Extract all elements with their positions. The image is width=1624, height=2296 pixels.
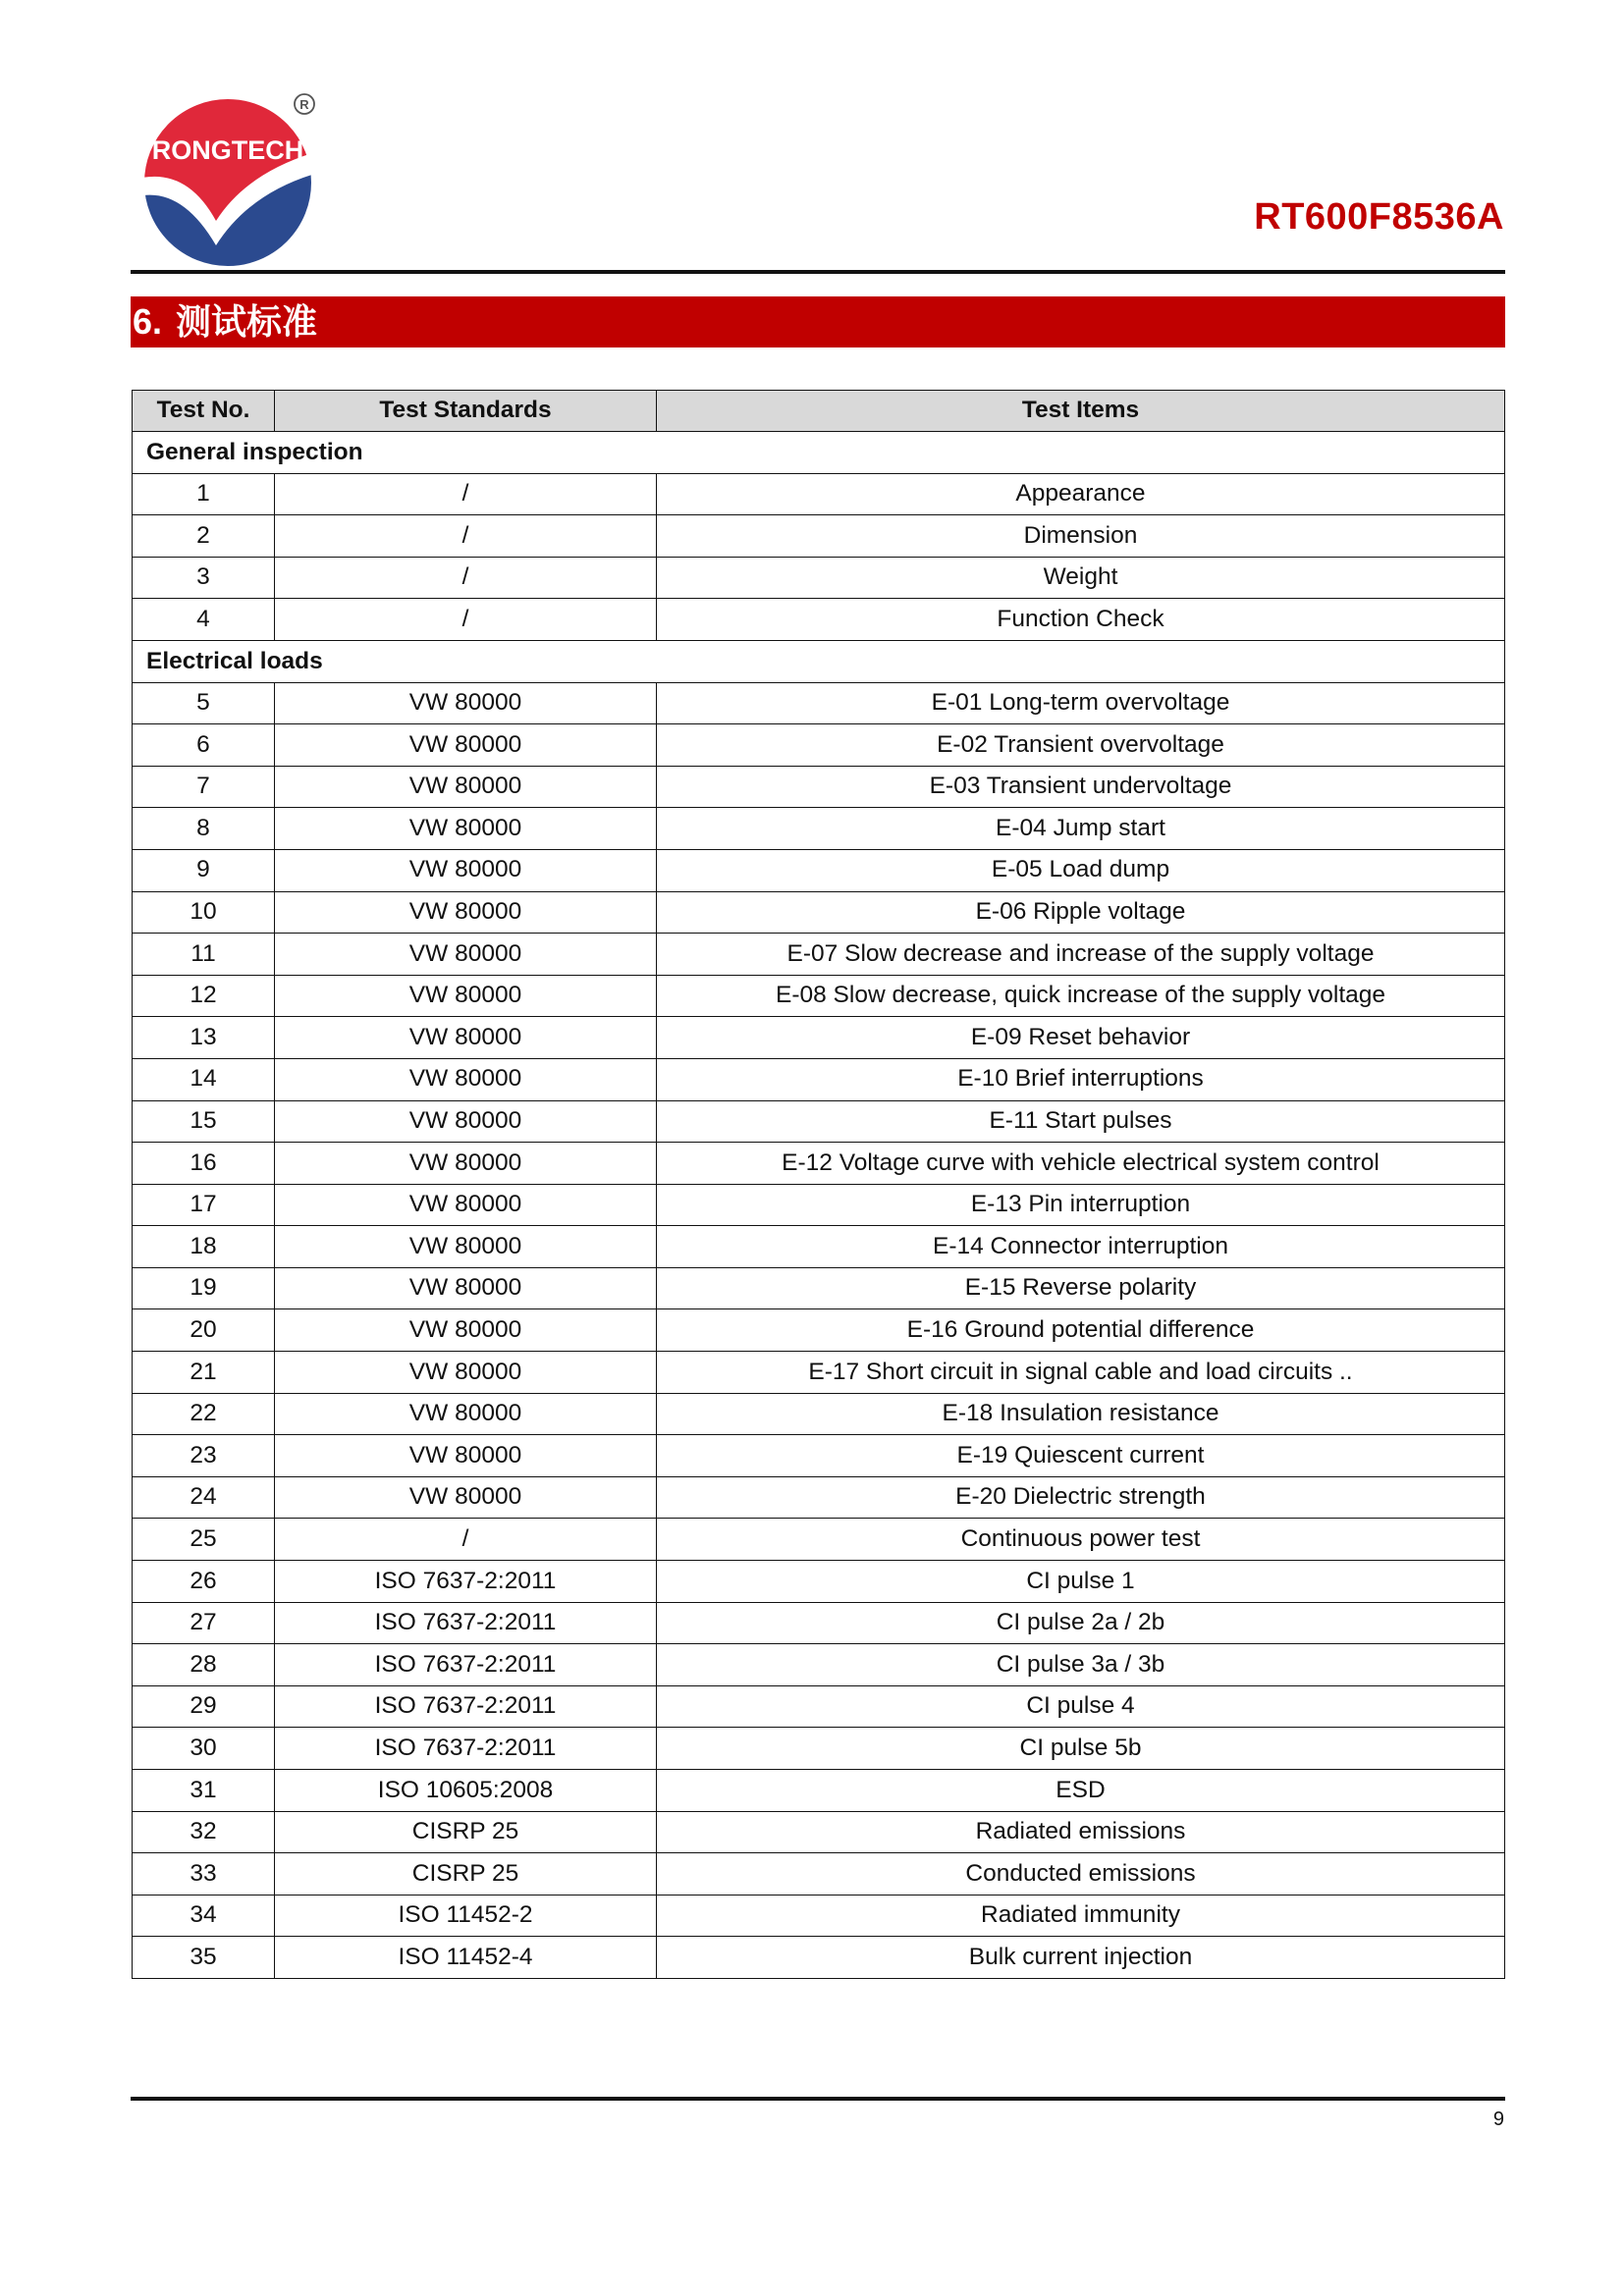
table-row xyxy=(133,1393,1505,1435)
cell-test-no: 9 xyxy=(133,849,275,891)
cell-test-no: 2 xyxy=(133,515,275,558)
cell-test-no: 4 xyxy=(133,599,275,641)
table-row xyxy=(133,1853,1505,1896)
cell-test-standard: VW 80000 xyxy=(275,1476,657,1519)
table-row xyxy=(133,1309,1505,1352)
cell-test-item: E-11 Start pulses xyxy=(657,1100,1505,1143)
cell-test-item: CI pulse 4 xyxy=(657,1685,1505,1728)
cell-test-no: 30 xyxy=(133,1728,275,1770)
table-row xyxy=(133,1058,1505,1100)
cell-test-standard: VW 80000 xyxy=(275,891,657,934)
cell-test-no: 24 xyxy=(133,1476,275,1519)
svg-text:RONGTECH: RONGTECH xyxy=(151,135,304,165)
table-row xyxy=(133,557,1505,599)
cell-test-item: E-15 Reverse polarity xyxy=(657,1267,1505,1309)
table-row xyxy=(133,1519,1505,1561)
section-title: 测试标准 xyxy=(176,301,318,342)
cell-test-item: E-07 Slow decrease and increase of the supply voltage xyxy=(657,934,1505,976)
cell-test-item: Conducted emissions xyxy=(657,1853,1505,1896)
table-header-row xyxy=(133,391,1505,432)
cell-test-no: 35 xyxy=(133,1937,275,1979)
table-row xyxy=(133,1017,1505,1059)
cell-test-standard: ISO 7637-2:2011 xyxy=(275,1728,657,1770)
table-row xyxy=(133,1143,1505,1185)
cell-test-standard: VW 80000 xyxy=(275,1226,657,1268)
cell-test-item: Bulk current injection xyxy=(657,1937,1505,1979)
cell-test-standard: VW 80000 xyxy=(275,849,657,891)
cell-test-item: E-17 Short circuit in signal cable and load circuits .. xyxy=(657,1352,1505,1394)
table-row xyxy=(133,1937,1505,1979)
cell-test-item: E-09 Reset behavior xyxy=(657,1017,1505,1059)
cell-test-standard: VW 80000 xyxy=(275,682,657,724)
table-row xyxy=(133,724,1505,767)
group-title: Electrical loads xyxy=(133,640,1505,682)
cell-test-no: 23 xyxy=(133,1435,275,1477)
cell-test-item: E-13 Pin interruption xyxy=(657,1184,1505,1226)
cell-test-standard: CISRP 25 xyxy=(275,1811,657,1853)
cell-test-item: CI pulse 1 xyxy=(657,1561,1505,1603)
cell-test-no: 26 xyxy=(133,1561,275,1603)
table-body xyxy=(133,432,1505,1979)
cell-test-no: 18 xyxy=(133,1226,275,1268)
cell-test-standard: VW 80000 xyxy=(275,1309,657,1352)
section-heading xyxy=(131,296,1505,347)
table-row xyxy=(133,1226,1505,1268)
cell-test-standard: VW 80000 xyxy=(275,808,657,850)
cell-test-standard: VW 80000 xyxy=(275,934,657,976)
cell-test-standard: / xyxy=(275,515,657,558)
cell-test-item: E-06 Ripple voltage xyxy=(657,891,1505,934)
group-row xyxy=(133,432,1505,474)
cell-test-item: E-02 Transient overvoltage xyxy=(657,724,1505,767)
cell-test-standard: ISO 7637-2:2011 xyxy=(275,1561,657,1603)
cell-test-standard: VW 80000 xyxy=(275,1267,657,1309)
cell-test-item: Appearance xyxy=(657,473,1505,515)
cell-test-no: 1 xyxy=(133,473,275,515)
cell-test-standard: / xyxy=(275,557,657,599)
cell-test-item: E-14 Connector interruption xyxy=(657,1226,1505,1268)
cell-test-no: 12 xyxy=(133,975,275,1017)
cell-test-item: E-03 Transient undervoltage xyxy=(657,766,1505,808)
table-row xyxy=(133,891,1505,934)
cell-test-item: E-05 Load dump xyxy=(657,849,1505,891)
cell-test-item: ESD xyxy=(657,1770,1505,1812)
cell-test-no: 25 xyxy=(133,1519,275,1561)
cell-test-standard: / xyxy=(275,599,657,641)
cell-test-standard: / xyxy=(275,1519,657,1561)
cell-test-standard: VW 80000 xyxy=(275,1393,657,1435)
cell-test-standard: ISO 7637-2:2011 xyxy=(275,1685,657,1728)
table-row xyxy=(133,1895,1505,1937)
cell-test-no: 21 xyxy=(133,1352,275,1394)
cell-test-item: E-04 Jump start xyxy=(657,808,1505,850)
column-header-test-items: Test Items xyxy=(657,391,1505,432)
cell-test-no: 31 xyxy=(133,1770,275,1812)
cell-test-no: 8 xyxy=(133,808,275,850)
cell-test-standard: VW 80000 xyxy=(275,1352,657,1394)
cell-test-item: E-20 Dielectric strength xyxy=(657,1476,1505,1519)
svg-text:R: R xyxy=(299,97,309,112)
table-row xyxy=(133,515,1505,558)
cell-test-no: 7 xyxy=(133,766,275,808)
group-row xyxy=(133,640,1505,682)
cell-test-item: CI pulse 2a / 2b xyxy=(657,1602,1505,1644)
cell-test-no: 17 xyxy=(133,1184,275,1226)
cell-test-item: Function Check xyxy=(657,599,1505,641)
cell-test-standard: VW 80000 xyxy=(275,975,657,1017)
cell-test-item: CI pulse 3a / 3b xyxy=(657,1644,1505,1686)
rongtech-logo xyxy=(137,88,334,275)
table-row xyxy=(133,682,1505,724)
cell-test-no: 6 xyxy=(133,724,275,767)
document-code: RT600F8536A xyxy=(1254,196,1504,238)
table-row xyxy=(133,1435,1505,1477)
cell-test-no: 11 xyxy=(133,934,275,976)
cell-test-no: 32 xyxy=(133,1811,275,1853)
cell-test-item: E-16 Ground potential difference xyxy=(657,1309,1505,1352)
page-number: 9 xyxy=(1492,2109,1504,2130)
cell-test-no: 34 xyxy=(133,1895,275,1937)
cell-test-standard: CISRP 25 xyxy=(275,1853,657,1896)
cell-test-item: E-18 Insulation resistance xyxy=(657,1393,1505,1435)
cell-test-standard: ISO 11452-2 xyxy=(275,1895,657,1937)
cell-test-item: CI pulse 5b xyxy=(657,1728,1505,1770)
table-row xyxy=(133,934,1505,976)
table-row xyxy=(133,1561,1505,1603)
cell-test-standard: VW 80000 xyxy=(275,1143,657,1185)
cell-test-standard: ISO 10605:2008 xyxy=(275,1770,657,1812)
cell-test-item: E-19 Quiescent current xyxy=(657,1435,1505,1477)
section-number: 6. xyxy=(133,301,163,342)
header-divider xyxy=(131,270,1505,274)
cell-test-no: 3 xyxy=(133,557,275,599)
cell-test-no: 28 xyxy=(133,1644,275,1686)
table-row xyxy=(133,1100,1505,1143)
cell-test-standard: VW 80000 xyxy=(275,724,657,767)
table-row xyxy=(133,1728,1505,1770)
table-row xyxy=(133,1602,1505,1644)
cell-test-no: 27 xyxy=(133,1602,275,1644)
column-header-test-no: Test No. xyxy=(133,391,275,432)
table-row xyxy=(133,1476,1505,1519)
cell-test-standard: ISO 11452-4 xyxy=(275,1937,657,1979)
cell-test-item: E-01 Long-term overvoltage xyxy=(657,682,1505,724)
cell-test-no: 10 xyxy=(133,891,275,934)
cell-test-standard: ISO 7637-2:2011 xyxy=(275,1644,657,1686)
test-standards-table xyxy=(132,390,1505,1979)
cell-test-no: 33 xyxy=(133,1853,275,1896)
cell-test-item: Continuous power test xyxy=(657,1519,1505,1561)
cell-test-standard: VW 80000 xyxy=(275,766,657,808)
cell-test-no: 19 xyxy=(133,1267,275,1309)
cell-test-no: 29 xyxy=(133,1685,275,1728)
cell-test-standard: VW 80000 xyxy=(275,1017,657,1059)
cell-test-no: 5 xyxy=(133,682,275,724)
cell-test-standard: VW 80000 xyxy=(275,1184,657,1226)
table-row xyxy=(133,1184,1505,1226)
cell-test-item: Radiated emissions xyxy=(657,1811,1505,1853)
cell-test-item: Radiated immunity xyxy=(657,1895,1505,1937)
cell-test-item: E-12 Voltage curve with vehicle electrical system control xyxy=(657,1143,1505,1185)
table-row xyxy=(133,1811,1505,1853)
table-row xyxy=(133,975,1505,1017)
cell-test-standard: VW 80000 xyxy=(275,1100,657,1143)
cell-test-no: 14 xyxy=(133,1058,275,1100)
group-title: General inspection xyxy=(133,432,1505,474)
cell-test-no: 15 xyxy=(133,1100,275,1143)
table-row xyxy=(133,1685,1505,1728)
table-row xyxy=(133,849,1505,891)
table-row xyxy=(133,766,1505,808)
column-header-test-standards: Test Standards xyxy=(275,391,657,432)
cell-test-item: E-10 Brief interruptions xyxy=(657,1058,1505,1100)
table-row xyxy=(133,808,1505,850)
cell-test-no: 22 xyxy=(133,1393,275,1435)
table-row xyxy=(133,1267,1505,1309)
table-row xyxy=(133,1352,1505,1394)
table-row xyxy=(133,599,1505,641)
cell-test-no: 20 xyxy=(133,1309,275,1352)
cell-test-item: E-08 Slow decrease, quick increase of the supply voltage xyxy=(657,975,1505,1017)
cell-test-standard: VW 80000 xyxy=(275,1435,657,1477)
table-row xyxy=(133,1644,1505,1686)
footer-divider xyxy=(131,2097,1505,2101)
table-row xyxy=(133,473,1505,515)
cell-test-standard: VW 80000 xyxy=(275,1058,657,1100)
cell-test-standard: ISO 7637-2:2011 xyxy=(275,1602,657,1644)
cell-test-no: 13 xyxy=(133,1017,275,1059)
cell-test-item: Weight xyxy=(657,557,1505,599)
cell-test-no: 16 xyxy=(133,1143,275,1185)
cell-test-standard: / xyxy=(275,473,657,515)
cell-test-item: Dimension xyxy=(657,515,1505,558)
table-row xyxy=(133,1770,1505,1812)
